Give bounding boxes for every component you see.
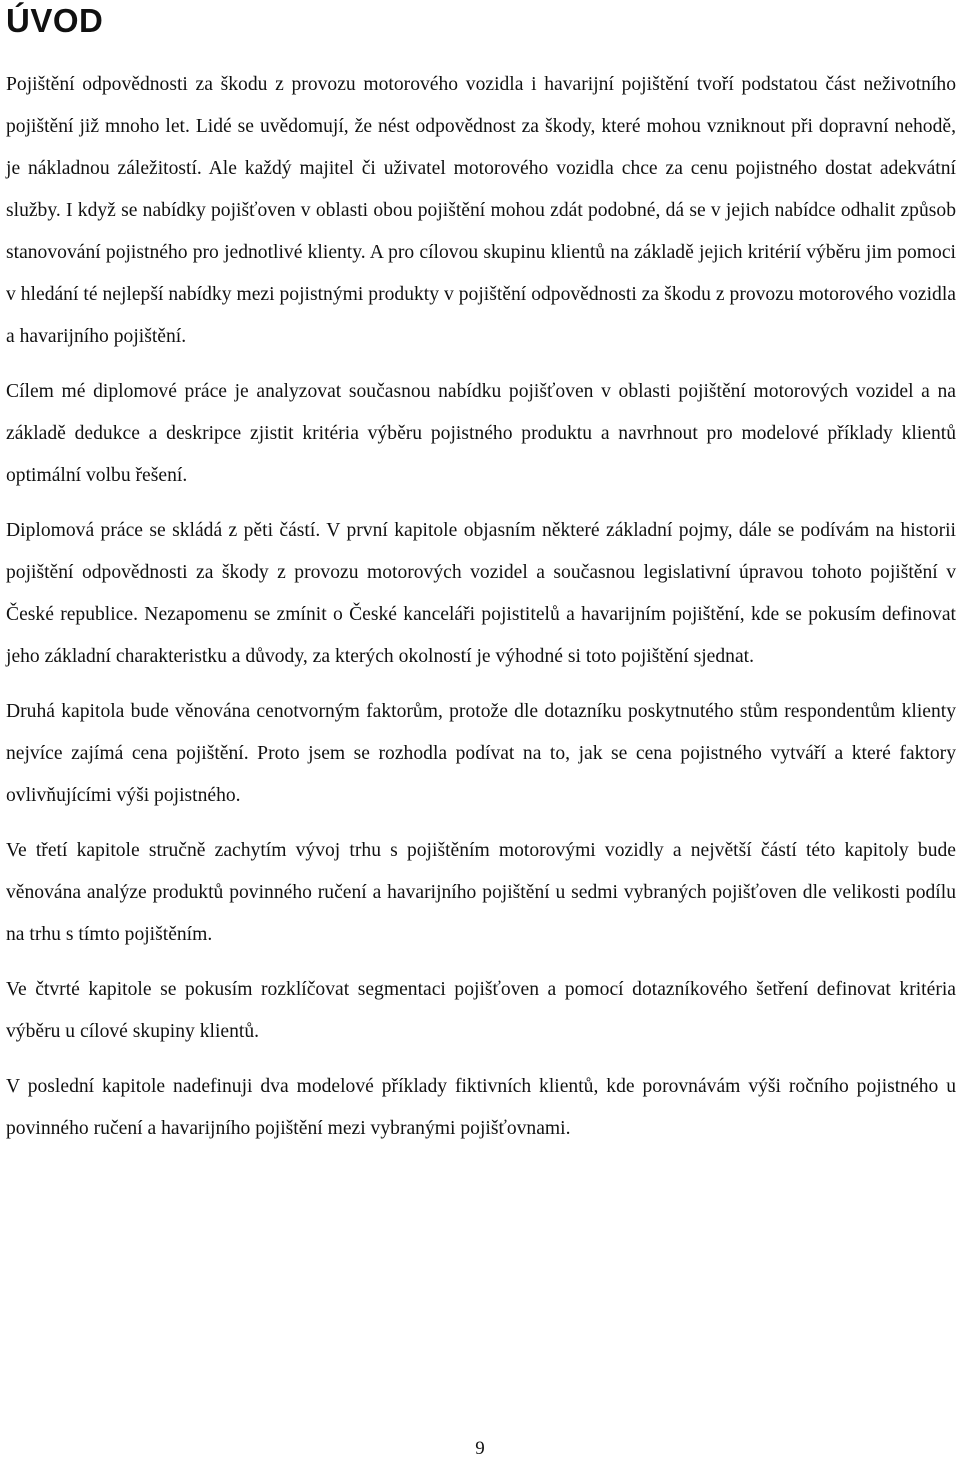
paragraph-chapter-three: Ve třetí kapitole stručně zachytím vývoj trhu s pojištěním motorovými vozidly a největší částí této kapitoly bude věnována analýze produktů povinného ručení a havarijního pojištění u sedmi vybraných pojišťoven dle velikosti podílu na trhu s tímto pojištěním.	[6, 840, 956, 945]
paragraph-chapter-four: Ve čtvrté kapitole se pokusím rozklíčovat segmentaci pojišťoven a pomocí dotazníkového šetření definovat kritéria výběru u cílové skupiny klientů.	[6, 979, 956, 1042]
paragraph-structure: Diplomová práce se skládá z pěti částí. V první kapitole objasním některé základní pojmy, dále se podívám na historii pojištění odpovědnosti za škody z provozu motorových vozidel a současnou legislativní úpravou tohoto pojištění v České republice. Nezapomenu se zmínit o České kanceláři pojistitelů a havarijním pojištění, kde se pokusím definovat jeho základní charakteristku a důvody, za kterých okolností je výhodné si toto pojištění sjednat.	[6, 520, 956, 667]
paragraph-chapter-five: V poslední kapitole nadefinuji dva modelové příklady fiktivních klientů, kde porovnávám výši ročního pojistného u povinného ručení a havarijního pojištění mezi vybranými pojišťovnami.	[6, 1076, 956, 1139]
paragraph-intro: Pojištění odpovědnosti za škodu z provozu motorového vozidla i havarijní pojištění tvoří podstatou část neživotního pojištění již mnoho let. Lidé se uvědomují, že nést odpovědnost za škody, které mohou vzniknout při dopravní nehodě, je nákladnou záležitostí. Ale každý majitel či uživatel motorového vozidla chce za cenu pojistného dostat adekvátní služby. I když se nabídky pojišťoven v oblasti obou pojištění mohou zdát podobné, dá se v jejich nabídce odhalit způsob stanovování pojistného pro jednotlivé klienty. A pro cílovou skupinu klientů na základě jejich kritérií výběru jim pomoci v hledání té nejlepší nabídky mezi pojistnými produkty v pojištění odpovědnosti za škodu z provozu motorového vozidla a havarijního pojištění.	[6, 74, 956, 347]
page-title: ÚVOD	[6, 2, 104, 39]
page-number: 9	[475, 1438, 485, 1459]
paragraph-chapter-two: Druhá kapitola bude věnována cenotvorným faktorům, protože dle dotazníku poskytnutého stům respondentům klienty nejvíce zajímá cena pojištění. Proto jsem se rozhodla podívat na to, jak se cena pojistného vytváří a které faktory ovlivňujícími výši pojistného.	[6, 701, 956, 806]
paragraph-goal: Cílem mé diplomové práce je analyzovat současnou nabídku pojišťoven v oblasti pojištění motorových vozidel a na základě dedukce a deskripce zjistit kritéria výběru pojistného produktu a navrhnout pro modelové příklady klientů optimální volbu řešení.	[6, 381, 956, 486]
